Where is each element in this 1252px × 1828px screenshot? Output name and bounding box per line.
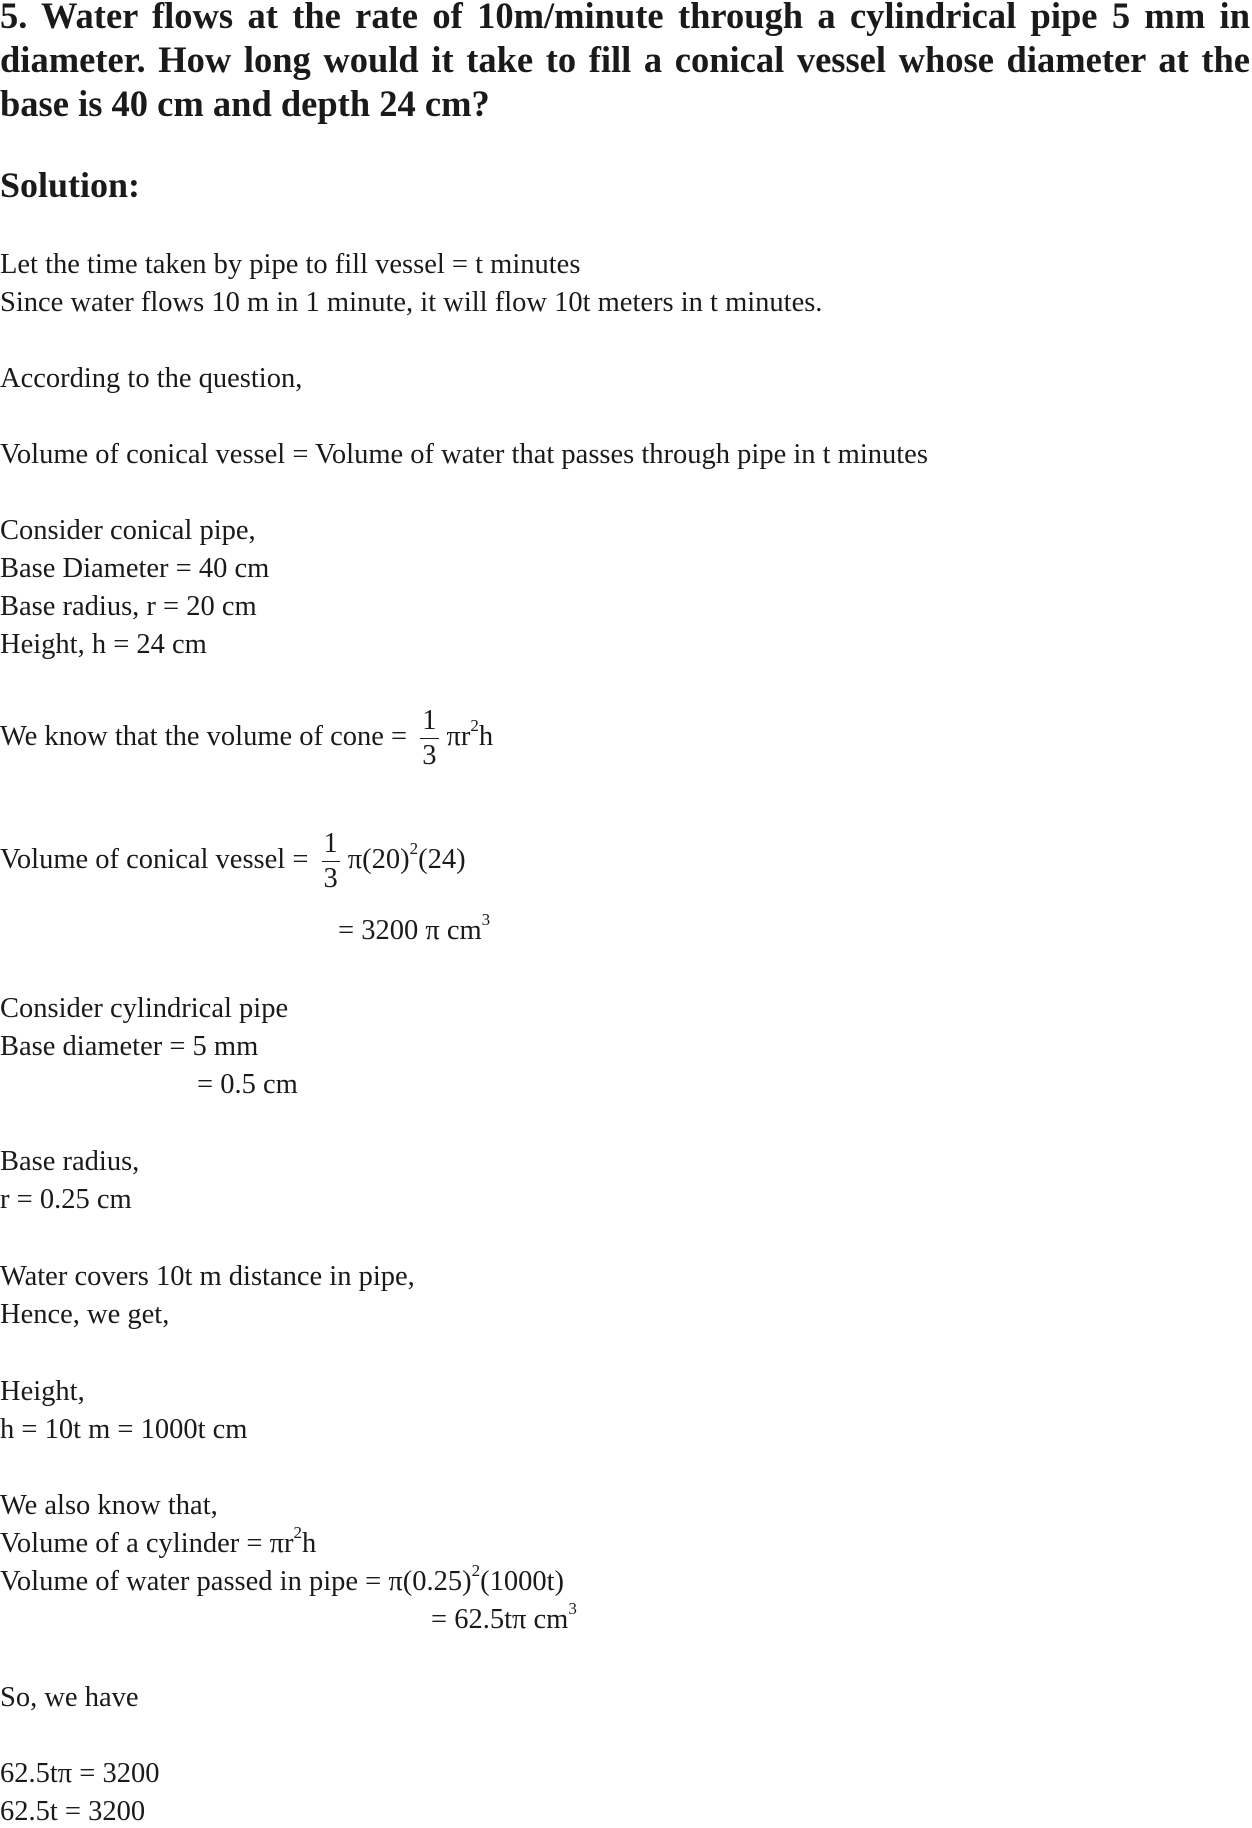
- text-line: So, we have: [0, 1682, 139, 1713]
- formula-result: = 62.5tπ cm: [431, 1604, 569, 1635]
- pipe-volume-formula: [0, 1561, 564, 1598]
- formula-label: Volume of a cylinder = πr: [0, 1528, 294, 1559]
- formula-label: Volume of conical vessel =: [0, 844, 309, 876]
- vessel-volume-formula: [0, 829, 466, 894]
- text-line: r = 0.25 cm: [0, 1184, 132, 1215]
- text-line: 62.5t = 3200: [0, 1796, 146, 1827]
- fraction-one-third: [322, 829, 340, 894]
- formula-expression: (1000t): [480, 1566, 564, 1597]
- solution-heading: Solution:: [0, 165, 141, 205]
- text-line: h = 10t m = 1000t cm: [0, 1414, 248, 1445]
- text-line: Let the time taken by pipe to fill vessel = t minutes: [0, 249, 581, 280]
- pipe-volume-result: [431, 1599, 577, 1636]
- question-text: 5. Water flows at the rate of 10m/minute through a cylindrical pipe 5 mm in diameter. How long would it take to fill a conical vessel whose diameter at the base is 40 cm and depth 24 cm?: [0, 0, 1250, 124]
- text-line: Water covers 10t m distance in pipe,: [0, 1261, 415, 1292]
- formula-result: = 3200 π cm: [338, 915, 482, 946]
- text-line: Base radius,: [0, 1146, 140, 1177]
- formula-expression: πr: [446, 721, 471, 753]
- cylinder-volume-formula: [0, 1523, 317, 1560]
- text-line: = 0.5 cm: [197, 1069, 298, 1100]
- exponent: 2: [409, 839, 419, 859]
- formula-label: We know that the volume of cone =: [0, 721, 408, 753]
- vessel-volume-result: [338, 910, 491, 947]
- text-line: Volume of conical vessel = Volume of water that passes through pipe in t minutes: [0, 439, 928, 470]
- formula-expression: π(20): [347, 844, 410, 876]
- text-line: Base Diameter = 40 cm: [0, 553, 270, 584]
- text-line: According to the question,: [0, 363, 303, 394]
- formula-label: Volume of water passed in pipe = π(0.25): [0, 1566, 472, 1597]
- exponent: 2: [471, 1561, 481, 1580]
- exponent: 3: [481, 910, 491, 929]
- text-line: Height,: [0, 1376, 85, 1407]
- text-line: 62.5tπ = 3200: [0, 1758, 160, 1789]
- exponent: 3: [568, 1599, 577, 1618]
- fraction-denominator: 3: [323, 863, 338, 894]
- text-line: Consider conical pipe,: [0, 515, 256, 546]
- fraction-denominator: 3: [422, 740, 437, 771]
- exponent: 2: [470, 716, 479, 736]
- formula-expression: h: [478, 721, 494, 753]
- text-line: Height, h = 24 cm: [0, 629, 207, 660]
- text-line: Consider cylindrical pipe: [0, 993, 289, 1024]
- text-line: Since water flows 10 m in 1 minute, it will flow 10t meters in t minutes.: [0, 287, 823, 318]
- cone-volume-formula: [0, 706, 493, 771]
- text-line: We also know that,: [0, 1490, 218, 1521]
- fraction-numerator: 1: [322, 829, 340, 862]
- text-line: Base diameter = 5 mm: [0, 1031, 259, 1062]
- formula-expression: h: [302, 1528, 317, 1559]
- fraction-one-third: [420, 706, 438, 771]
- exponent: 2: [293, 1523, 302, 1542]
- text-line: Base radius, r = 20 cm: [0, 591, 257, 622]
- text-line: Hence, we get,: [0, 1299, 170, 1330]
- formula-expression: (24): [418, 844, 466, 876]
- fraction-numerator: 1: [420, 706, 438, 739]
